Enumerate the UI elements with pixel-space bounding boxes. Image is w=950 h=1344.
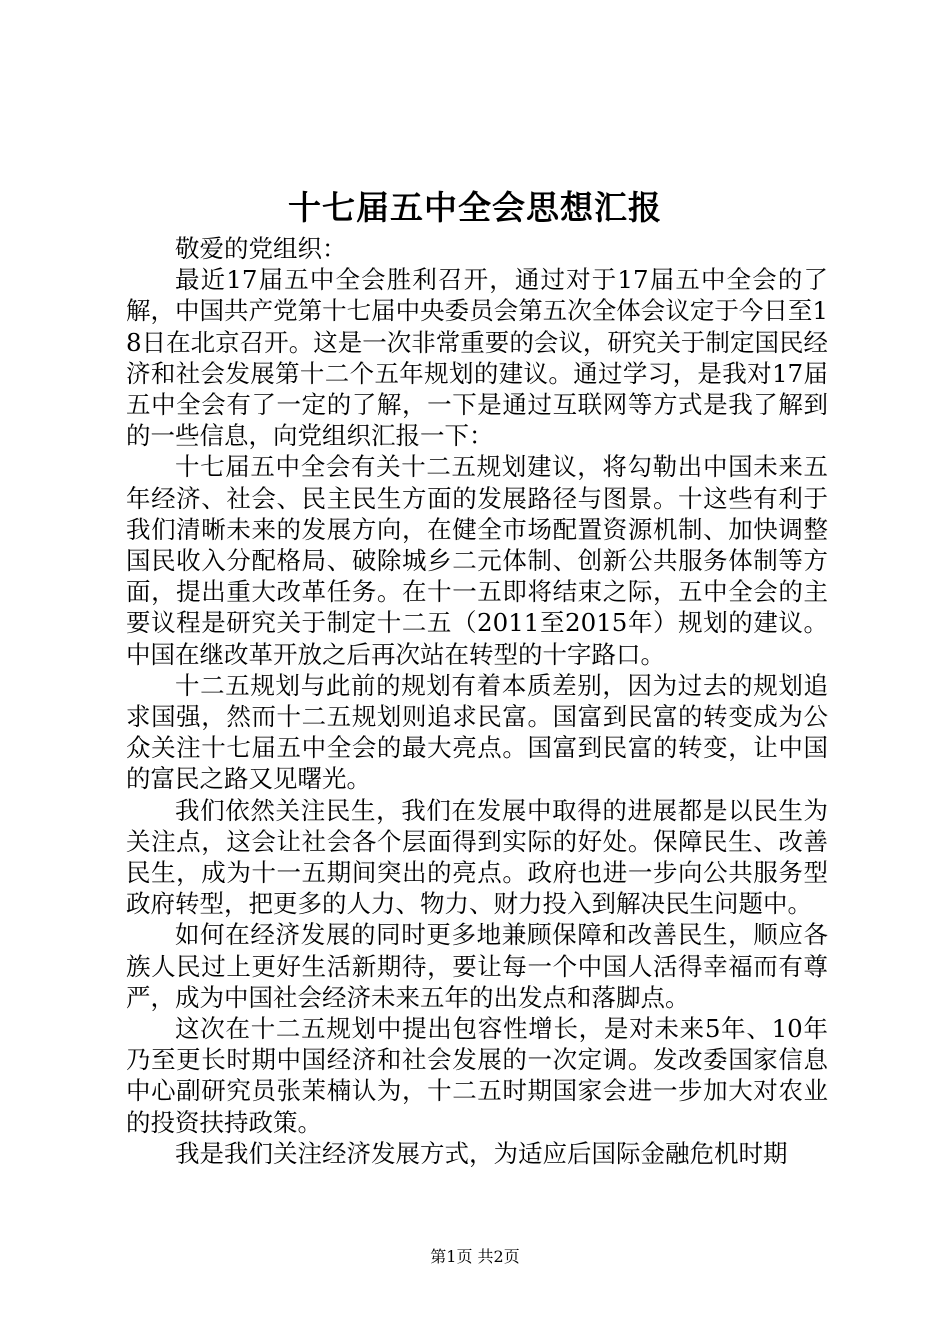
paragraph: 最近17届五中全会胜利召开，通过对于17届五中全会的了解，中国共产党第十七届中央委员会第五次全体会议定于今日至18日在北京召开。这是一次非常重要的会议，研究关于制定国民经济和社会发展第十二个五年规划的建议。通过学习，是我对17届五中全会有了一定的了解，一下是通过互联网等方式是我了解到的一些信息，向党组织汇报一下： [126, 265, 828, 451]
paragraph: 我是我们关注经济发展方式，为适应后国际金融危机时期 [175, 1138, 788, 1168]
document-body [126, 233, 828, 1169]
paragraph: 这次在十二五规划中提出包容性增长，是对未来5年、10年乃至更长时期中国经济和社会发展的一次定调。发改委国家信息中心副研究员张茉楠认为，十二五时期国家会进一步加大对农业的投资扶持政策。 [126, 1014, 828, 1137]
salutation: 敬爱的党组织： [175, 234, 347, 263]
paragraph: 如何在经济发展的同时更多地兼顾保障和改善民生，顺应各族人民过上更好生活新期待，要让每一个中国人活得幸福而有尊严，成为中国社会经济未来五年的出发点和落脚点。 [126, 920, 828, 1012]
paragraph: 我们依然关注民生，我们在发展中取得的进展都是以民生为关注点，这会让社会各个层面得到实际的好处。保障民生、改善民生，成为十一五期间突出的亮点。政府也进一步向公共服务型政府转型，把更多的人力、物力、财力投入到解决民生问题中。 [126, 795, 828, 919]
paragraph: 十七届五中全会有关十二五规划建议，将勾勒出中国未来五年经济、社会、民主民生方面的发展路径与图景。十这些有利于我们清晰未来的发展方向，在健全市场配置资源机制、加快调整国民收入分配格局、破除城乡二元体制、创新公共服务体制等方面，提出重大改革任务。在十一五即将结束之际，五中全会的主要议程是研究关于制定十二五（2011至2015年）规划的建议。中国在继改革开放之后再次站在转型的十字路口。 [126, 452, 828, 669]
document-title: 十七届五中全会思想汇报 [288, 188, 662, 227]
page-footer: 第1页 共2页 [430, 1247, 520, 1266]
paragraph: 十二五规划与此前的规划有着本质差别，因为过去的规划追求国强，然而十二五规划则追求民富。国富到民富的转变成为公众关注十七届五中全会的最大亮点。国富到民富的转变，让中国的富民之路又见曙光。 [126, 670, 828, 794]
